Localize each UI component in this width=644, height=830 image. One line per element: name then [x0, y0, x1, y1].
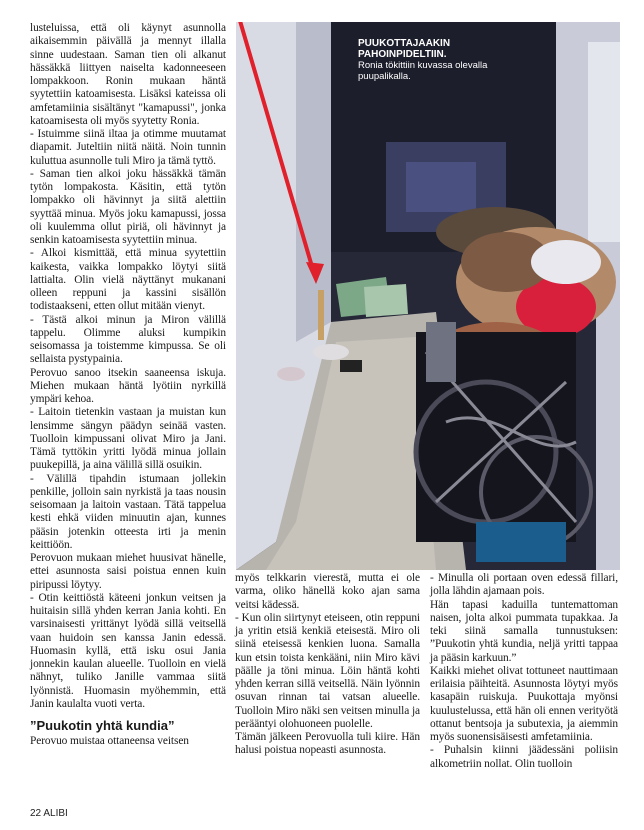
paragraph: - Minulla oli portaan oven edessä fillari, jolla lähdin ajamaan pois. [430, 572, 618, 598]
photo-illustration [236, 22, 620, 570]
middle-column [235, 572, 420, 758]
paragraph: - Saman tien alkoi joku hässäkkä tämän tytön lompakosta. Käsitin, että tytön lompakko oli hävinnyt ja siitä alettiin syyttää minua. Myös joku kamapussi, jossa oli kuulemma ollut piriä, oli hävinnyt ja senkin katoamisesta syytettiin minua. [30, 167, 226, 246]
magazine-name: ALIBI [43, 808, 68, 819]
paragraph: - Laitoin tietenkin vastaan ja muistan kun lensimme sängyn päädyn seinää vasten. Tuolloin kimpussani olivat Miro ja Jani. Tämä tyttökin yritti lyödä minua jollain puukepillä, ja aina välillä sillä osuikin. [30, 406, 226, 472]
paragraph: - Tästä alkoi minun ja Miron välillä tappelu. Olimme aluksi kumpikin seisomassa ja toistemme kimpussa. Se oli sellaista pystypainia. [30, 313, 226, 366]
paragraph: - Välillä tipahdin istumaan jollekin penkille, jolloin sain nyrkistä ja taas nousin seisomaan ja laitoin vastaan. Tätä tappelua kesti ehkä viiden minuutin ajan, kunnes pääsin jotenkin otteesta irti ja menin keittiöön. [30, 472, 226, 551]
paragraph: - Istuimme siinä iltaa ja otimme muutamat diapamit. Juteltiin niitä näitä. Noin tunnin kuluttua asunnolle tuli Miro ja tämä tyttö. [30, 128, 226, 167]
paragraph: myös telkkarin vierestä, mutta ei ole varma, oliko hänellä koko ajan sama veitsi kädessä. [235, 572, 420, 611]
paragraph: Perovuo muistaa ottaneensa veitsen [30, 735, 189, 748]
crime-scene-photo [236, 22, 620, 570]
paragraph: Perovuo sanoo itsekin saaneensa iskuja. Miehen mukaan häntä lyötiin nyrkillä ympäri kehoa. [30, 366, 226, 405]
right-column [430, 572, 618, 771]
page-number: 22 [30, 808, 42, 819]
photo-caption [358, 38, 508, 82]
left-column [30, 22, 226, 749]
paragraph: - Otin keittiöstä käteeni jonkun veitsen ja huitaisin sillä yhden kerran Jania kohti. En varsinaisesti yrittänyt lyödä sillä veitsellä vaan huidoin sen kanssa Janin edessä. Huomasin kyllä, että isku osui Janiа jonnekin kaulan alueelle. Tuolloin en vielä nähnyt, tuliko Janille vammaa siitä lyönnistä. Huomasin myöhemmin, että Janin kaulalta vuoti verta. [30, 591, 226, 710]
paragraph: lusteluissa, että oli käynyt asunnolla aikaisemmin päivällä ja mennyt illalla sinne uudestaan. Saman tien oli alkanut hässäkkä liittyen naiselta kadonneeseen lompakkoon. Ronin mukaan häntä syytettiin katoamisesta. Lisäksi kateissa oli amfetamiinia sisältänyt "kamapussi", jonka katoamisesta oli myös syytetty Ronia. [30, 22, 226, 127]
paragraph: - Alkoi kismittää, että minua syytettiin kaikesta, vaikka lompakko löytyi siitä lattialta. Olin vielä näyttänyt mukanani olleen reppuni ja kassini sisällön todistaakseni, etten ollut mitään vienyt. [30, 247, 226, 313]
page-footer [30, 808, 68, 819]
paragraph: Tämän jälkeen Perovuolla tuli kiire. Hän halusi poistua nopeasti asunnosta. [235, 731, 420, 757]
paragraph: - Puhalsin kiinni jäädessäni poliisin alkometriin nollat. Olin tuolloin [430, 744, 618, 770]
paragraph: - Kun olin siirtynyt eteiseen, otin reppuni ja yritin etsiä kenkiä eteisestä. Miro oli siinä eteisessä kenkien luona. Samalla kun etsin toista kenkääni, niin Miro kävi päälle ja töni minua. Löin häntä kohti yhden kerran sillä veitsellä. Näin lyönnin osuvan rinnan tai vatsan alueelle. Tuolloin Miro näki sen veitsen minulla ja perääntyi olohuoneen puolelle. [235, 611, 420, 730]
paragraph: Kaikki miehet olivat tottuneet nauttimaan erilaisia päihteitä. Asunnosta löytyi myös kasapäin ruiskuja. Puukottaja myönsi kuulustelussa, että hän oli ennen verityötä ottanut bentsoja ja subutexia, ja aiemmin myös suonensisäisesti amfetamiinia. [430, 664, 618, 743]
paragraph: Perovuon mukaan miehet huusivat hänelle, ettei asunnosta saisi poistua ennen kuin piripussi löytyy. [30, 552, 226, 591]
caption-text: Ronia tökittiin kuvassa olevalla puupalikalla. [358, 60, 488, 82]
paragraph: Hän tapasi kaduilla tuntemattoman naisen, jolta alkoi pummata tupakkaa. Ja teki siinä samalla tunnustuksen: ”Puukotin yhtä kundia, neljä yritti tappaa ja pääsin karkuun.” [430, 598, 618, 664]
caption-title: PUUKOTTAJAAKIN PAHOINPIDELTIIN. [358, 38, 451, 60]
subheading: ”Puukotin yhtä kundia” [30, 718, 175, 733]
